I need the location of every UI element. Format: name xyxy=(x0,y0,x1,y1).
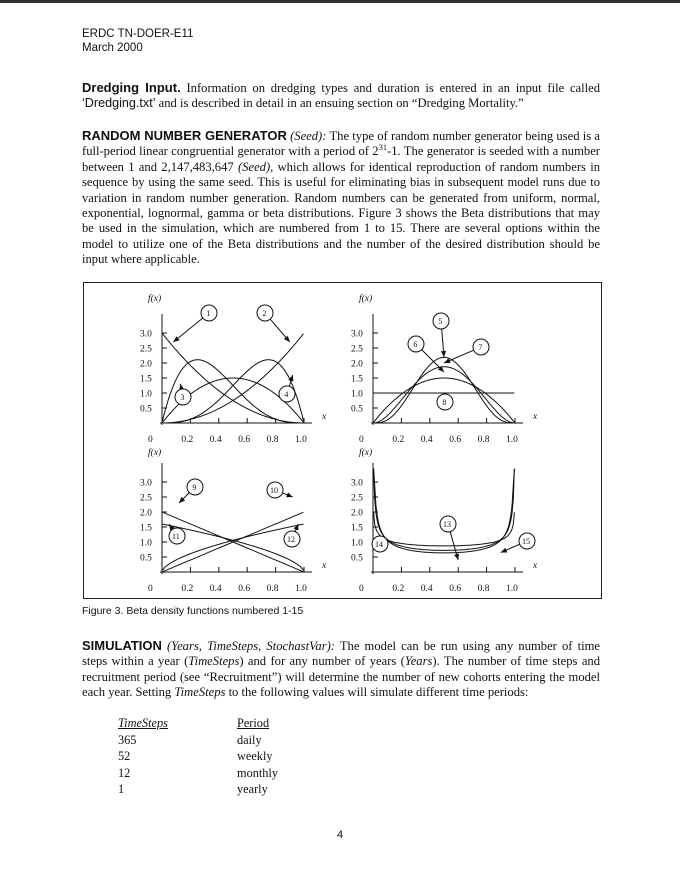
beta-density-figure xyxy=(84,283,601,598)
beta-density-curve xyxy=(374,469,515,553)
y-tick-label: 1.0 xyxy=(351,538,363,549)
simulation-param-1: TimeSteps xyxy=(188,654,240,669)
dredging-heading: Dredging Input. xyxy=(82,80,181,95)
x-axis-title: x xyxy=(533,412,538,422)
y-tick-label: 1.0 xyxy=(140,389,152,400)
marker-arrowhead xyxy=(454,554,459,560)
timesteps-table xyxy=(118,716,278,799)
y-tick-label: 2.5 xyxy=(140,344,152,355)
doc-date: March 2000 xyxy=(82,42,143,54)
x-tick-label: 1.0 xyxy=(295,435,307,445)
x-tick-label: 0.8 xyxy=(477,435,490,445)
x-tick-label: 0 xyxy=(148,584,153,594)
rng-text-2: -1. The generator is seeded with a number between 1 and 2,147,483,647 xyxy=(82,144,600,174)
table-row xyxy=(118,766,278,783)
rng-text-3: , which allows for identical reproduction of random numbers in sequence by using the same seed. This is useful for eliminating bias in subsequent model runs due to variation in random number generation. Random numbers can be generated from uniform, normal, exponential, lognormal, gamma or beta distributions. Figure 3 shows the Beta distributions that may be used in the simulation, which are numbered from 1 to 15. There are several options within the model to utilize one of the Beta distributions and the number of the desired distribution should be input where applicable. xyxy=(82,159,600,267)
rng-exponent: 31 xyxy=(378,142,388,153)
x-tick-label: 0.4 xyxy=(209,435,222,445)
y-axis-title: f(x) xyxy=(148,448,162,458)
marker-number: 2 xyxy=(262,309,267,318)
x-axis-title: x xyxy=(533,561,538,571)
marker-number: 3 xyxy=(180,393,185,402)
y-axis-title: f(x) xyxy=(359,448,373,458)
x-tick-label: 0.2 xyxy=(181,584,194,594)
x-tick-label: 0.2 xyxy=(392,584,405,594)
y-tick-label: 0.5 xyxy=(351,553,363,564)
x-tick-label: 0.8 xyxy=(477,584,490,594)
table-cell: 1 xyxy=(118,782,125,796)
x-axis-title: x xyxy=(322,412,327,422)
marker-number: 11 xyxy=(172,532,180,541)
x-tick-label: 0.6 xyxy=(449,435,462,445)
simulation-params: (Years, TimeSteps, StochastVar): xyxy=(167,639,335,653)
top-rule xyxy=(0,0,680,3)
page-header xyxy=(82,27,193,55)
x-tick-label: 0.4 xyxy=(420,584,433,594)
marker-number: 12 xyxy=(287,535,295,544)
figure-caption: Figure 3. Beta density functions numbered 1-15 xyxy=(82,605,304,617)
rng-param-2: (Seed) xyxy=(237,159,271,174)
table-cell: yearly xyxy=(237,782,268,796)
table-cell: monthly xyxy=(237,765,278,780)
simulation-param-3: TimeSteps xyxy=(174,685,226,700)
marker-number: 7 xyxy=(478,343,483,352)
y-tick-label: 2.0 xyxy=(140,359,152,370)
y-tick-label: 0.5 xyxy=(351,404,363,415)
dredging-text-2: and is described in detail in an ensuing section on “Dredging Mortality.” xyxy=(158,96,524,111)
table-row xyxy=(118,749,278,766)
y-tick-label: 0.5 xyxy=(140,404,152,415)
marker-number: 1 xyxy=(206,309,211,318)
table-row xyxy=(118,782,278,799)
y-tick-label: 2.0 xyxy=(351,508,363,519)
simulation-param-2: Years xyxy=(404,654,433,669)
marker-number: 8 xyxy=(442,398,447,407)
table-row xyxy=(118,733,278,750)
x-tick-label: 0.8 xyxy=(266,435,279,445)
simulation-heading: SIMULATION xyxy=(82,638,162,653)
marker-number: 15 xyxy=(522,537,530,546)
marker-number: 9 xyxy=(192,483,197,492)
x-tick-label: 0.2 xyxy=(392,435,405,445)
y-tick-label: 1.5 xyxy=(140,523,152,534)
y-tick-label: 0.5 xyxy=(140,553,152,564)
y-tick-label: 1.5 xyxy=(140,374,152,385)
marker-number: 4 xyxy=(284,390,289,399)
page-number: 4 xyxy=(336,829,344,841)
beta-density-curve xyxy=(374,357,515,423)
doc-id: ERDC TN-DOER-E11 xyxy=(82,28,194,40)
x-tick-label: 0.6 xyxy=(449,584,462,594)
table-cell: daily xyxy=(237,732,262,747)
table-header-row xyxy=(118,716,278,733)
y-tick-label: 2.0 xyxy=(140,508,152,519)
beta-density-curve xyxy=(374,469,515,551)
table-header-timesteps: TimeSteps xyxy=(118,716,168,730)
x-tick-label: 1.0 xyxy=(506,584,518,594)
y-tick-label: 2.5 xyxy=(351,344,363,355)
y-tick-label: 1.0 xyxy=(351,389,363,400)
y-tick-label: 3.0 xyxy=(351,329,363,340)
x-tick-label: 0.4 xyxy=(209,584,222,594)
table-cell: 52 xyxy=(118,749,131,763)
y-tick-label: 3.0 xyxy=(351,478,363,489)
simulation-text-4: to the following values will simulate different time periods: xyxy=(228,685,529,700)
x-tick-label: 0.2 xyxy=(181,435,194,445)
simulation-text-3: ). The number of time steps and recruitment period (see “Recruitment”) will determine the number of new cohorts entering the model each year. Setting xyxy=(82,654,601,700)
x-tick-label: 0.8 xyxy=(266,584,279,594)
y-tick-label: 1.5 xyxy=(351,523,363,534)
x-tick-label: 0 xyxy=(148,435,153,445)
y-tick-label: 1.0 xyxy=(140,538,152,549)
figure-box xyxy=(83,282,602,599)
dredging-paragraph xyxy=(82,80,600,112)
dredging-file: ‘Dredging.txt’ xyxy=(82,96,156,111)
y-axis-title: f(x) xyxy=(148,294,162,304)
simulation-text-2: ) and for any number of years ( xyxy=(239,654,405,669)
y-axis-title: f(x) xyxy=(359,294,373,304)
y-tick-label: 2.5 xyxy=(351,493,363,504)
x-tick-label: 0.4 xyxy=(420,435,433,445)
table-header-period: Period xyxy=(237,716,270,730)
table-cell: weekly xyxy=(237,749,273,763)
rng-text-1: The type of random number generator being used is a full-period linear congruential generator with a period of 2 xyxy=(82,129,600,159)
y-tick-label: 2.5 xyxy=(140,493,152,504)
x-tick-label: 0 xyxy=(359,435,364,445)
rng-heading: RANDOM NUMBER GENERATOR xyxy=(82,128,287,143)
x-tick-label: 0.6 xyxy=(238,435,251,445)
marker-number: 6 xyxy=(413,340,418,349)
table-cell: 12 xyxy=(118,765,131,780)
rng-param: (Seed): xyxy=(290,129,327,143)
y-tick-label: 1.5 xyxy=(351,374,363,385)
marker-arrowhead xyxy=(286,492,293,497)
simulation-text-1: The model can be run using any number of time steps within a year ( xyxy=(82,639,600,669)
simulation-paragraph xyxy=(82,638,600,701)
x-tick-label: 0 xyxy=(359,584,364,594)
y-tick-label: 2.0 xyxy=(351,359,363,370)
x-tick-label: 1.0 xyxy=(295,584,307,594)
x-axis-title: x xyxy=(322,561,327,571)
y-tick-label: 3.0 xyxy=(140,478,152,489)
x-tick-label: 1.0 xyxy=(506,435,518,445)
marker-number: 14 xyxy=(375,540,383,549)
rng-paragraph xyxy=(82,128,600,268)
marker-number: 5 xyxy=(438,317,443,326)
x-tick-label: 0.6 xyxy=(238,584,251,594)
y-tick-label: 3.0 xyxy=(140,329,152,340)
marker-number: 10 xyxy=(270,486,278,495)
dredging-text-1: Information on dredging types and duration is entered in an input file called xyxy=(186,81,601,95)
table-cell: 365 xyxy=(118,732,137,747)
marker-number: 13 xyxy=(443,520,451,529)
